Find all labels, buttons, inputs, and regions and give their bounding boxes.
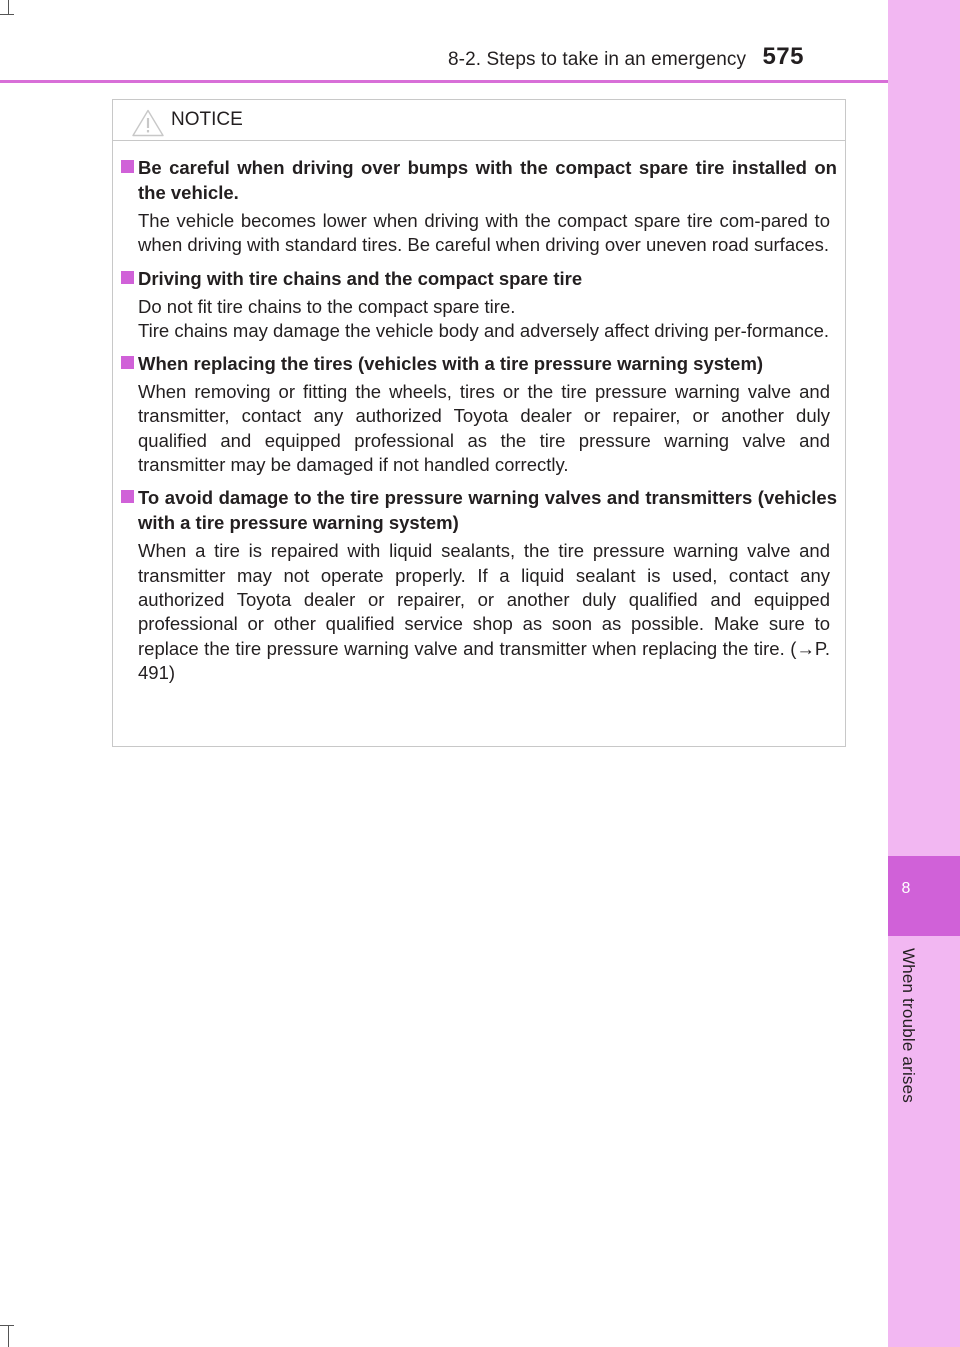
heading-text: Driving with tire chains and the compact spare tire [138,267,583,289]
notice-box [112,99,846,747]
crop-mark [0,1325,14,1326]
notice-title: NOTICE [171,109,243,130]
notice-item-text: The vehicle becomes lower when driving with the compact spare tire com-pared to when driving with standard tires. Be careful when driving over uneven road surfaces. [138,210,830,256]
square-bullet-icon [121,271,134,284]
header-divider [0,80,888,83]
warning-triangle-icon [132,109,164,137]
notice-item-heading [121,266,837,291]
chapter-number: 8 [901,880,911,897]
square-bullet-icon [121,490,134,503]
notice-body [113,141,845,687]
notice-item-text: When a tire is repaired with liquid sealants, the tire pressure warning valve and transmitter may not operate properly. If a liquid sealant is used, contact any authorized Toyota dealer or repairer, or another duly qualified and equipped professional or other qualified service shop as soon as possible. Make sure to replace the tire pressure warning valve and transmitter when replacing the tire. (→P. 491) [138,540,830,683]
square-bullet-icon [121,356,134,369]
square-bullet-icon [121,160,134,173]
heading-text: To avoid damage to the tire pressure warning valves and transmitters (vehicles with a tire pressure warning system) [138,487,837,534]
notice-item [121,266,837,346]
notice-item-text: Do not fit tire chains to the compact spare tire. Tire chains may damage the vehicle body and adversely affect driving per-formance. [138,295,830,341]
notice-item [121,485,837,687]
notice-item-text: When removing or fitting the wheels, tires or the tire pressure warning valve and transmitter, contact any authorized Toyota dealer or repairer, or another duly qualified and equipped professional as the tire pressure warning valve and transmitter may be damaged if not handled correctly. [138,381,830,476]
page-number: 575 [762,43,804,70]
section-title: 8-2. Steps to take in an emergency [448,49,747,70]
notice-item [121,351,837,479]
chapter-side-tab [888,0,960,1347]
notice-header [113,100,845,141]
notice-item-heading [121,155,837,205]
chapter-label: When trouble arises [899,948,918,1103]
page-header [0,0,888,82]
heading-text: When replacing the tires (vehicles with a tire pressure warning system) [138,353,764,375]
notice-item [121,155,837,260]
crop-mark [8,1325,9,1347]
notice-item-heading [121,485,837,535]
notice-item-heading [121,351,837,376]
heading-text: Be careful when driving over bumps with the compact spare tire installed on the vehicle. [138,157,837,203]
